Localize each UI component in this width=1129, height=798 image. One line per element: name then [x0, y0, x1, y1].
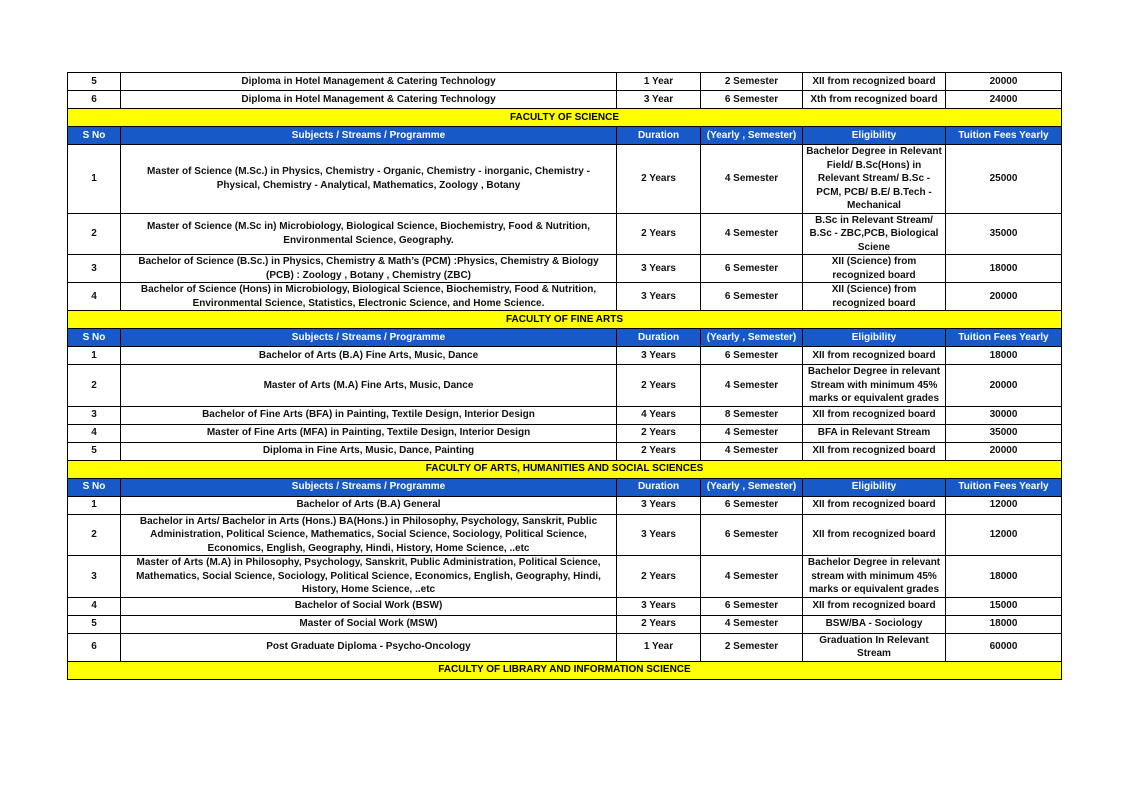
table-row	[68, 145, 1062, 214]
table-row	[68, 213, 1062, 255]
cell-eligibility: XII (Science) from recognized board	[803, 255, 946, 283]
cell-program: Bachelor of Arts (B.A) General	[121, 496, 617, 514]
cell-fees: 25000	[946, 145, 1062, 214]
cell-fees: 20000	[946, 283, 1062, 311]
cell-duration: 3 Years	[617, 283, 701, 311]
cell-duration: 4 Years	[617, 406, 701, 424]
cell-fees: 20000	[946, 442, 1062, 460]
cell-semesters: 4 Semester	[701, 424, 803, 442]
cell-program: Master of Arts (M.A) in Philosophy, Psychology, Sanskrit, Public Administration, Political Science, Mathematics, Social Science, Sociology, Political Science, Economics, English, Geography, Hindi, History, Home Science, ..etc	[121, 556, 617, 598]
faculty-heading-row	[68, 661, 1062, 679]
column-header-duration: Duration	[617, 127, 701, 145]
cell-program: Bachelor of Science (B.Sc.) in Physics, Chemistry & Math’s (PCM) :Physics, Chemistry & Biology (PCB) : Zoology , Botany , Chemistry (ZBC)	[121, 255, 617, 283]
column-header-row	[68, 478, 1062, 496]
cell-sno: 4	[68, 283, 121, 311]
cell-semesters: 4 Semester	[701, 213, 803, 255]
column-header-semesters: (Yearly , Semester)	[701, 478, 803, 496]
cell-semesters: 4 Semester	[701, 365, 803, 407]
cell-sno: 3	[68, 255, 121, 283]
cell-eligibility: XII from recognized board	[803, 597, 946, 615]
cell-sno: 3	[68, 406, 121, 424]
faculty-heading: FACULTY OF FINE ARTS	[68, 311, 1062, 329]
cell-program: Bachelor of Arts (B.A) Fine Arts, Music, Dance	[121, 347, 617, 365]
course-fee-table	[67, 72, 1062, 680]
cell-duration: 2 Years	[617, 556, 701, 598]
column-header-sno: S No	[68, 478, 121, 496]
cell-program: Master of Science (M.Sc.) in Physics, Chemistry - Organic, Chemistry - inorganic, Chemistry - Physical, Chemistry - Analytical, Mathematics, Zoology , Botany	[121, 145, 617, 214]
cell-semesters: 6 Semester	[701, 597, 803, 615]
column-header-eligibility: Eligibility	[803, 478, 946, 496]
cell-fees: 18000	[946, 347, 1062, 365]
cell-duration: 3 Years	[617, 255, 701, 283]
faculty-heading-row	[68, 311, 1062, 329]
column-header-fees: Tuition Fees Yearly	[946, 127, 1062, 145]
cell-sno: 5	[68, 73, 121, 91]
table-row	[68, 347, 1062, 365]
column-header-semesters: (Yearly , Semester)	[701, 127, 803, 145]
faculty-heading: FACULTY OF LIBRARY AND INFORMATION SCIENCE	[68, 661, 1062, 679]
cell-semesters: 8 Semester	[701, 406, 803, 424]
cell-duration: 3 Years	[617, 514, 701, 556]
cell-fees: 15000	[946, 597, 1062, 615]
cell-semesters: 4 Semester	[701, 145, 803, 214]
cell-sno: 3	[68, 556, 121, 598]
cell-duration: 2 Years	[617, 145, 701, 214]
cell-eligibility: Xth from recognized board	[803, 91, 946, 109]
faculty-heading-row	[68, 109, 1062, 127]
cell-eligibility: XII from recognized board	[803, 406, 946, 424]
cell-eligibility: XII from recognized board	[803, 442, 946, 460]
column-header-program: Subjects / Streams / Programme	[121, 127, 617, 145]
cell-eligibility: BSW/BA - Sociology	[803, 615, 946, 633]
cell-duration: 1 Year	[617, 73, 701, 91]
cell-semesters: 6 Semester	[701, 347, 803, 365]
cell-duration: 3 Years	[617, 597, 701, 615]
table-row	[68, 91, 1062, 109]
cell-program: Bachelor of Science (Hons) in Microbiology, Biological Science, Biochemistry, Food & Nutrition, Environmental Science, Statistics, Electronic Science, and Home Science.	[121, 283, 617, 311]
table-row	[68, 615, 1062, 633]
cell-sno: 2	[68, 213, 121, 255]
cell-sno: 1	[68, 496, 121, 514]
table-row	[68, 255, 1062, 283]
column-header-sno: S No	[68, 329, 121, 347]
cell-program: Master of Arts (M.A) Fine Arts, Music, Dance	[121, 365, 617, 407]
table-row	[68, 283, 1062, 311]
cell-sno: 6	[68, 91, 121, 109]
faculty-heading: FACULTY OF SCIENCE	[68, 109, 1062, 127]
cell-semesters: 4 Semester	[701, 442, 803, 460]
cell-fees: 35000	[946, 213, 1062, 255]
cell-eligibility: XII from recognized board	[803, 73, 946, 91]
cell-sno: 5	[68, 615, 121, 633]
cell-program: Master of Fine Arts (MFA) in Painting, Textile Design, Interior Design	[121, 424, 617, 442]
cell-duration: 1 Year	[617, 633, 701, 661]
table-row	[68, 424, 1062, 442]
column-header-row	[68, 329, 1062, 347]
column-header-eligibility: Eligibility	[803, 127, 946, 145]
cell-sno: 6	[68, 633, 121, 661]
cell-program: Master of Social Work (MSW)	[121, 615, 617, 633]
cell-eligibility: B.Sc in Relevant Stream/ B.Sc - ZBC,PCB, Biological Sciene	[803, 213, 946, 255]
cell-sno: 2	[68, 514, 121, 556]
cell-fees: 12000	[946, 496, 1062, 514]
faculty-heading-row	[68, 460, 1062, 478]
cell-duration: 3 Years	[617, 347, 701, 365]
cell-semesters: 6 Semester	[701, 255, 803, 283]
table-row	[68, 597, 1062, 615]
cell-program: Master of Science (M.Sc in) Microbiology, Biological Science, Biochemistry, Food & Nutrition, Environmental Science, Geography.	[121, 213, 617, 255]
cell-fees: 24000	[946, 91, 1062, 109]
table-row	[68, 556, 1062, 598]
cell-sno: 1	[68, 347, 121, 365]
cell-duration: 2 Years	[617, 615, 701, 633]
cell-semesters: 6 Semester	[701, 283, 803, 311]
cell-fees: 12000	[946, 514, 1062, 556]
cell-eligibility: XII from recognized board	[803, 347, 946, 365]
cell-eligibility: XII from recognized board	[803, 514, 946, 556]
cell-semesters: 6 Semester	[701, 514, 803, 556]
table-row	[68, 365, 1062, 407]
table-row	[68, 73, 1062, 91]
cell-duration: 2 Years	[617, 442, 701, 460]
column-header-sno: S No	[68, 127, 121, 145]
cell-sno: 4	[68, 424, 121, 442]
cell-eligibility: Bachelor Degree in Relevant Field/ B.Sc(Hons) in Relevant Stream/ B.Sc - PCM, PCB/ B.E/ B.Tech - Mechanical	[803, 145, 946, 214]
cell-eligibility: BFA in Relevant Stream	[803, 424, 946, 442]
cell-fees: 18000	[946, 255, 1062, 283]
column-header-semesters: (Yearly , Semester)	[701, 329, 803, 347]
cell-duration: 2 Years	[617, 424, 701, 442]
cell-fees: 18000	[946, 615, 1062, 633]
cell-program: Bachelor of Social Work (BSW)	[121, 597, 617, 615]
cell-semesters: 2 Semester	[701, 633, 803, 661]
cell-program: Bachelor in Arts/ Bachelor in Arts (Hons.) BA(Hons.) in Philosophy, Psychology, Sanskrit, Public Administration, Political Science, Mathematics, Social Science, Sociology, Political Science, Economics, English, Geography, Hindi, History, Home Science, ..etc	[121, 514, 617, 556]
cell-fees: 30000	[946, 406, 1062, 424]
faculty-heading: FACULTY OF ARTS, HUMANITIES AND SOCIAL SCIENCES	[68, 460, 1062, 478]
cell-duration: 2 Years	[617, 213, 701, 255]
column-header-duration: Duration	[617, 329, 701, 347]
cell-sno: 1	[68, 145, 121, 214]
cell-semesters: 6 Semester	[701, 91, 803, 109]
cell-fees: 18000	[946, 556, 1062, 598]
cell-program: Post Graduate Diploma - Psycho-Oncology	[121, 633, 617, 661]
column-header-program: Subjects / Streams / Programme	[121, 478, 617, 496]
cell-program: Diploma in Fine Arts, Music, Dance, Painting	[121, 442, 617, 460]
cell-eligibility: XII from recognized board	[803, 496, 946, 514]
table-row	[68, 633, 1062, 661]
cell-fees: 35000	[946, 424, 1062, 442]
cell-program: Diploma in Hotel Management & Catering Technology	[121, 73, 617, 91]
column-header-fees: Tuition Fees Yearly	[946, 478, 1062, 496]
cell-program: Bachelor of Fine Arts (BFA) in Painting, Textile Design, Interior Design	[121, 406, 617, 424]
cell-semesters: 4 Semester	[701, 556, 803, 598]
cell-duration: 3 Year	[617, 91, 701, 109]
column-header-eligibility: Eligibility	[803, 329, 946, 347]
cell-eligibility: Bachelor Degree in relevant stream with minimum 45% marks or equivalent grades	[803, 556, 946, 598]
cell-sno: 4	[68, 597, 121, 615]
column-header-row	[68, 127, 1062, 145]
cell-semesters: 2 Semester	[701, 73, 803, 91]
cell-sno: 5	[68, 442, 121, 460]
table-row	[68, 406, 1062, 424]
column-header-duration: Duration	[617, 478, 701, 496]
table-row	[68, 442, 1062, 460]
cell-eligibility: Bachelor Degree in relevant Stream with minimum 45% marks or equivalent grades	[803, 365, 946, 407]
cell-duration: 3 Years	[617, 496, 701, 514]
cell-semesters: 4 Semester	[701, 615, 803, 633]
cell-semesters: 6 Semester	[701, 496, 803, 514]
column-header-fees: Tuition Fees Yearly	[946, 329, 1062, 347]
cell-fees: 60000	[946, 633, 1062, 661]
cell-fees: 20000	[946, 365, 1062, 407]
cell-sno: 2	[68, 365, 121, 407]
column-header-program: Subjects / Streams / Programme	[121, 329, 617, 347]
cell-program: Diploma in Hotel Management & Catering Technology	[121, 91, 617, 109]
cell-eligibility: Graduation In Relevant Stream	[803, 633, 946, 661]
cell-duration: 2 Years	[617, 365, 701, 407]
table-row	[68, 496, 1062, 514]
cell-eligibility: XII (Science) from recognized board	[803, 283, 946, 311]
table-row	[68, 514, 1062, 556]
cell-fees: 20000	[946, 73, 1062, 91]
